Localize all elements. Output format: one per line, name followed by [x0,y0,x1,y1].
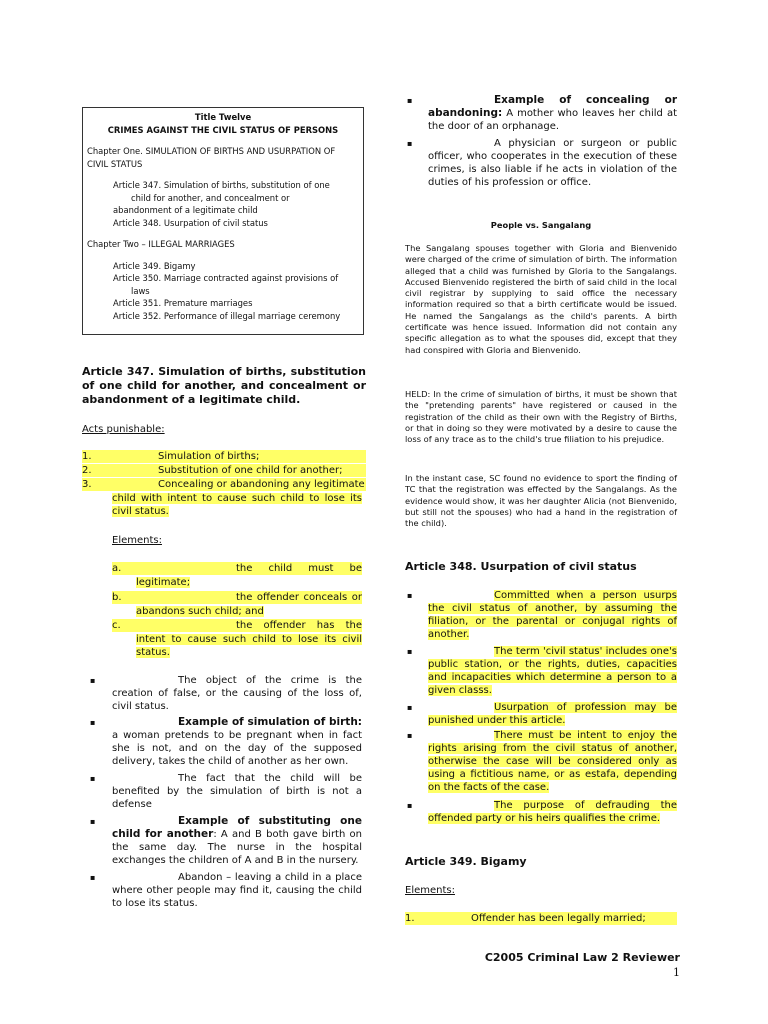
toc-item: laws [131,285,150,296]
act-text: Substitution of one child for another; [158,465,343,476]
square-bullet-icon: ▪ [407,801,413,810]
case-instant: In the instant case, SC found no evidence to sport the finding of TC that the registration was effected by the Sangalangs. As the evidence would show, it was her daughter Alicia (not Bienvenido, but still not the spouses) who had a hand in the registration of the child). [405,473,677,529]
square-bullet-icon: ▪ [407,96,413,105]
toc-item: Article 349. Bigamy [113,260,196,271]
toc-item: Article 351. Premature marriages [113,298,253,308]
article-347-heading: Article 347. Simulation of births, substitution of one child for another, and concealment or abandonment of a legitimate child. [82,365,366,406]
square-bullet-icon: ▪ [90,676,96,685]
toc-chapter-two: Chapter Two – ILLEGAL MARRIAGES [87,239,235,249]
art348-bullet: The term 'civil status' includes one's public station, or the rights, duties, capacities and incapacities which determine a person to a given classs. [428,646,677,696]
bullet-object-of-crime: The object of the crime is the creation of false, or the causing of the loss of, civil status. [112,675,362,712]
bigamy-elements-label: Elements: [405,885,455,896]
art348-bullet: Committed when a person usurps the civil status of another, by assuming the filiation, or the parental or conjugal rights of another. [428,590,677,640]
toc-subtitle: CRIMES AGAINST THE CIVIL STATUS OF PERSONS [107,124,339,135]
act-number: 3. [82,479,92,490]
element-c-cont: intent to cause such child to lose its civil status. [136,634,362,658]
act-3-continuation: child with intent to cause such child to lose its civil status. [112,493,362,517]
art348-bullet: The purpose of defrauding the offended party or his heirs qualifies the crime. [428,800,677,824]
square-bullet-icon: ▪ [90,718,96,727]
toc-item: child for another, and concealment or [131,192,290,203]
art348-bullet: Usurpation of profession may be punished under this article. [428,702,677,726]
act-text: Concealing or abandoning any legitimate [158,479,365,490]
act-number: 2. [82,465,92,476]
toc-item: Article 348. Usurpation of civil status [113,217,268,228]
toc-chapter-one: Chapter One. SIMULATION OF BIRTHS AND USURPATION OF CIVIL STATUS [87,146,336,169]
square-bullet-icon: ▪ [407,139,413,148]
act-text: Simulation of births; [158,451,260,462]
square-bullet-icon: ▪ [407,703,413,712]
article-349-heading: Article 349. Bigamy [405,855,527,868]
case-title: People vs. Sangalang [490,220,592,230]
article-348-heading: Article 348. Usurpation of civil status [405,560,637,573]
square-bullet-icon: ▪ [90,817,96,826]
act-row-3 [82,478,366,491]
acts-punishable-label: Acts punishable: [82,424,165,435]
bullet-example-substitution: Example of substituting one child for another: A and B both gave birth on the same day. The nurse in the hospital exchanges the children of A and B in the nursery. [112,815,362,866]
element-a-cont: legitimate; [136,577,191,588]
square-bullet-icon: ▪ [407,591,413,600]
element-b-cont: abandons such child; and [136,606,264,617]
bullet-abandon: Abandon – leaving a child in a place where other people may find it, causing the child to lose its status. [112,872,362,909]
element-b: b. the offender conceals or [112,592,362,603]
bullet-not-a-defense: The fact that the child will be benefited by the simulation of birth is not a defense [112,773,362,810]
bigamy-element-1: 1. Offender has been legally married; [405,912,677,925]
act-row-1 [82,450,366,463]
page-number: 1 [673,966,680,979]
table-of-contents-box [82,107,364,335]
square-bullet-icon: ▪ [407,647,413,656]
toc-title: Title Twelve [194,112,252,122]
art348-bullet: There must be intent to enjoy the rights arising from the civil status of another, otherwise the case will be considered only as using a fictitious name, or as estafa, depending on the facts of the case. [428,730,677,793]
act-row-2 [82,464,366,477]
square-bullet-icon: ▪ [90,774,96,783]
toc-item: Article 352. Performance of illegal marriage ceremony [113,310,341,321]
footer-title: C2005 Criminal Law 2 Reviewer [484,951,680,964]
toc-item: abandonment of a legitimate child [113,205,258,215]
toc-item: Article 347. Simulation of births, substitution of one [113,180,330,190]
case-held: HELD: In the crime of simulation of births, it must be shown that the "pretending parents" have registered or caused in the registration of the child as their own with the Registry of Births, or that in doing so they were motivated by a desire to cause the loss of any trace as to the child's true filiation to his prejudice. [405,389,677,445]
square-bullet-icon: ▪ [407,731,413,740]
act-number: 1. [82,451,92,462]
bullet-example-simulation: Example of simulation of birth: a woman pretends to be pregnant when in fact she is not, and on the day of the supposed delivery, takes the child of another as her own. [112,716,362,767]
element-a: a. the child must be [112,563,362,574]
bullet-physician-liability: A physician or surgeon or public officer, who cooperates in the execution of these crimes, is also liable if he acts in violation of the duties of his profession or office. [428,138,677,188]
toc-item: Article 350. Marriage contracted against provisions of [113,273,339,283]
case-facts: The Sangalang spouses together with Gloria and Bienvenido were charged of the crime of simulation of birth. The information alleged that a child was furnished by Gloria to the Sangalangs. Accused Bienvenido registered the birth of said child in the local civil registrar by supplying to said office the necessary information required so that a birth certificate would be issued. He named the Sangalangs as the child's parents. A birth certificate was hence issued. Information did not contain any specific allegation as to what the spouses did, except that they had conspired with Gloria and Bienvenido. [405,243,677,355]
elements-label: Elements: [112,535,162,546]
square-bullet-icon: ▪ [90,873,96,882]
element-c: c. the offender has the [112,620,362,631]
bullet-example-concealing: Example of concealing or abandoning: A mother who leaves her child at the door of an orphanage. [428,94,677,132]
